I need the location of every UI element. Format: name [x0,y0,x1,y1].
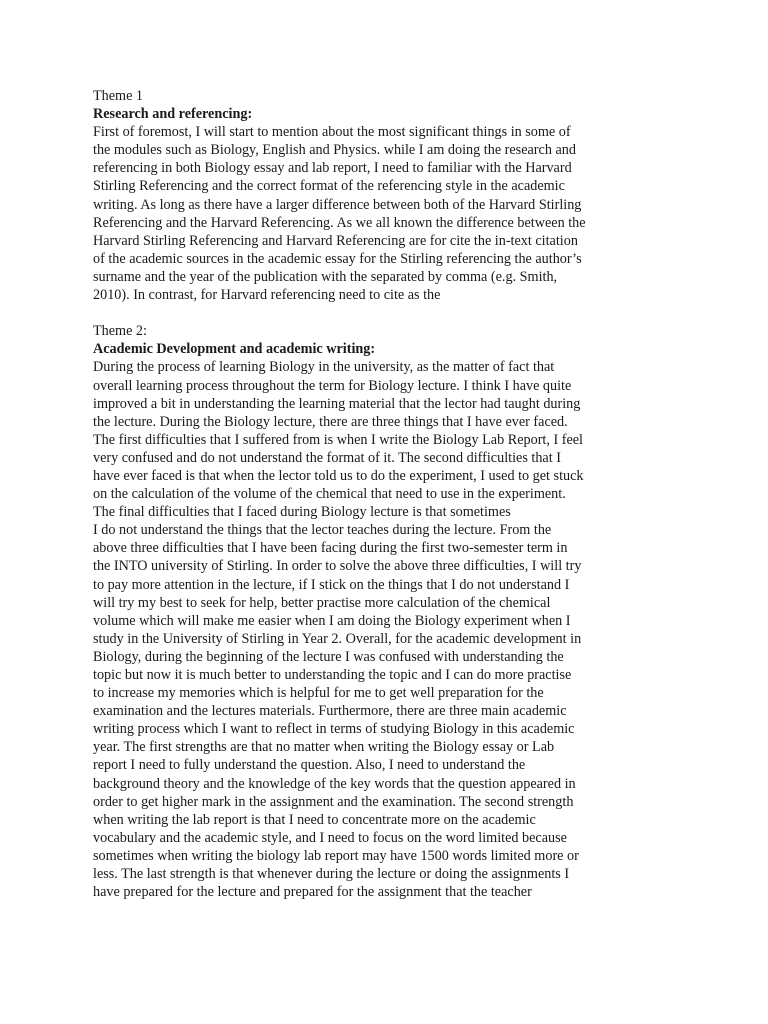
paragraph-line: have ever faced is that when the lector told us to do the experiment, I used to get stuck [93,467,584,484]
paragraph-line: During the process of learning Biology in the university, as the matter of fact that [93,359,555,376]
paragraph-line: overall learning process throughout the term for Biology lecture. I think I have quite [93,377,572,394]
paragraph-line: the modules such as Biology, English and Physics. while I am doing the research and [93,142,576,159]
paragraph-line: the lecture. During the Biology lecture, there are three things that I have ever faced. [93,413,568,430]
paragraph-line: Referencing and the Harvard Referencing. As we all known the difference between the [93,214,586,231]
theme-1-paragraph [93,123,693,304]
paragraph-line: to pay more attention in the lecture, if I stick on the things that I do not understand I [93,576,570,593]
paragraph-line: study in the University of Stirling in Year 2. Overall, for the academic development in [93,630,582,647]
theme-2-heading: Academic Development and academic writing: [93,341,376,358]
theme-2-paragraph [93,358,693,901]
section-spacer [93,304,693,322]
theme-1-section [93,87,693,304]
paragraph-line: I do not understand the things that the lector teaches during the lecture. From the [93,522,552,539]
paragraph-line: Biology, during the beginning of the lecture I was confused with understanding the [93,648,564,665]
paragraph-line: have prepared for the lecture and prepared for the assignment that the teacher [93,884,532,901]
paragraph-line: topic but now it is much better to understanding the topic and I can do more practise [93,667,572,683]
paragraph-line: sometimes when writing the biology lab report may have 1500 words limited more or [93,847,579,864]
paragraph-line: the INTO university of Stirling. In order to solve the above three difficulties, I will try [93,558,582,575]
paragraph-line: Harvard Stirling Referencing and Harvard Referencing are for cite the in-text citation [93,232,578,249]
paragraph-line: to increase my memories which is helpful for me to get well preparation for the [93,685,544,702]
paragraph-line: writing process which I want to reflect in terms of studying Biology in this academic [93,721,575,738]
paragraph-line: The final difficulties that I faced during Biology lecture is that sometimes [93,504,511,521]
paragraph-line: above three difficulties that I have been facing during the first two-semester term in [93,540,568,557]
paragraph-line: very confused and do not understand the format of it. The second difficulties that I [93,449,561,466]
paragraph-line: Stirling Referencing and the correct format of the referencing style in the academic [93,178,565,195]
document-body [93,87,693,901]
paragraph-line: surname and the year of the publication with the separated by comma (e.g. Smith, [93,268,558,285]
paragraph-line: year. The first strengths are that no matter when writing the Biology essay or Lab [93,739,555,756]
theme-1-heading: Research and referencing: [93,106,253,123]
paragraph-line: report I need to fully understand the question. Also, I need to understand the [93,757,526,774]
paragraph-line: referencing in both Biology essay and lab report, I need to familiar with the Harvard [93,160,572,177]
paragraph-line: vocabulary and the academic style, and I need to focus on the word limited because [93,829,567,846]
paragraph-line: on the calculation of the volume of the chemical that need to use in the experiment. [93,486,566,503]
paragraph-line: improved a bit in understanding the learning material that the lector had taught during [93,395,581,412]
paragraph-line: 2010). In contrast, for Harvard referencing need to cite as the [93,287,441,304]
paragraph-line: writing. As long as there have a larger difference between both of the Harvard Stirling [93,196,582,213]
paragraph-line: volume which will make me easier when I am doing the Biology experiment when I [93,612,571,629]
paragraph-line: The first difficulties that I suffered from is when I write the Biology Lab Report, I feel [93,431,583,448]
paragraph-line: less. The last strength is that whenever during the lecture or doing the assignments I [93,866,570,883]
paragraph-line: examination and the lectures materials. Furthermore, there are three main academic [93,703,567,720]
paragraph-line: background theory and the knowledge of the key words that the question appeared in [93,775,576,792]
paragraph-line: of the academic sources in the academic essay for the Stirling referencing the author’s [93,250,582,267]
paragraph-line: will try my best to seek for help, better practise more calculation of the chemical [93,594,551,611]
theme-2-label: Theme 2: [93,323,147,340]
paragraph-line: order to get higher mark in the assignment and the examination. The second strength [93,793,574,810]
paragraph-line: First of foremost, I will start to mention about the most significant things in some of [93,124,571,141]
theme-1-label: Theme 1 [93,88,144,104]
paragraph-line: when writing the lab report is that I need to concentrate more on the academic [93,811,536,828]
theme-2-section [93,322,693,901]
